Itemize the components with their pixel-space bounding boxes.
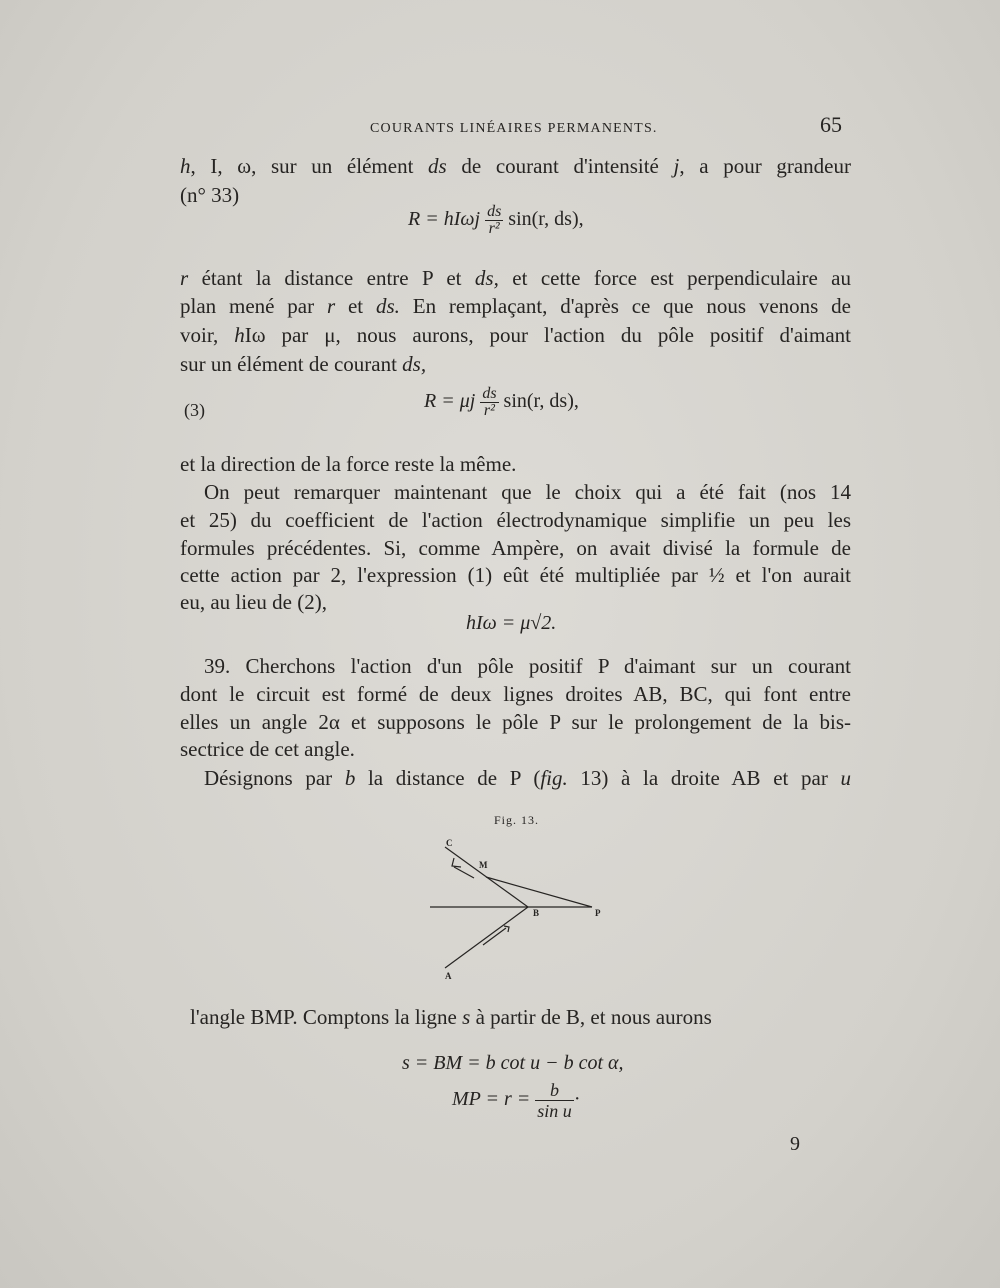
text-line: elles un angle 2α et supposons le pôle P sur le prolongement de la bis-: [180, 710, 851, 734]
text-line: voir, hIω par μ, nous aurons, pour l'action du pôle positif d'aimant: [180, 323, 851, 347]
text-line: Désignons par b la distance de P (fig. 13) à la droite AB et par u: [204, 766, 851, 790]
text-line: r étant la distance entre P et ds, et cette force est perpendiculaire au: [180, 266, 851, 290]
text-line: et la direction de la force reste la même.: [180, 452, 517, 476]
label-b: B: [533, 908, 540, 918]
text-line: eu, au lieu de (2),: [180, 590, 327, 614]
text-line: l'angle BMP. Comptons la ligne s à partir de B, et nous aurons: [190, 1005, 712, 1029]
label-c: C: [446, 838, 453, 848]
text-line: plan mené par r et ds. En remplaçant, d'après ce que nous venons de: [180, 294, 851, 318]
text-line: h, I, ω, sur un élément ds de courant d'intensité j, a pour grandeur: [180, 154, 851, 178]
equation-hiw: hIω = μ√2.: [466, 612, 557, 634]
text-line: sectrice de cet angle.: [180, 737, 355, 761]
text-line: dont le circuit est formé de deux lignes droites AB, BC, qui font entre: [180, 682, 851, 706]
equation-force: R = hIωj $\frac{ds}{\text{r²}}$ sin(r, ds),: [408, 203, 584, 237]
equation-three: R = μj $\frac{ds}{\text{r²}}$ sin(r, ds),: [424, 385, 579, 419]
text-line: On peut remarquer maintenant que le choix qui a été fait (nos 14: [204, 480, 851, 504]
equation-mp: MP = r = $\frac{b}{\text{sin u}}$ ·: [452, 1080, 581, 1121]
figure-caption: Fig. 13.: [494, 813, 540, 827]
label-m: M: [479, 860, 488, 870]
running-title: COURANTS LINÉAIRES PERMANENTS.: [370, 121, 658, 136]
equation-number: (3): [184, 400, 205, 420]
text-line: cette action par 2, l'expression (1) eût été multipliée par ½ et l'on aurait: [180, 563, 851, 587]
text-line: 39. Cherchons l'action d'un pôle positif P d'aimant sur un courant: [204, 654, 851, 678]
signature-mark: 9: [790, 1133, 800, 1155]
label-p: P: [595, 908, 601, 918]
label-a: A: [445, 971, 452, 981]
text-line: (n° 33): [180, 183, 240, 207]
text-line: formules précédentes. Si, comme Ampère, on avait divisé la formule de: [180, 536, 851, 560]
text-line: et 25) du coefficient de l'action électrodynamique simplifie un peu les: [180, 508, 851, 532]
equation-s: s = BM = b cot u − b cot α,: [402, 1052, 624, 1074]
text-line: sur un élément de courant ds,: [180, 352, 427, 376]
figure-13-diagram: [428, 835, 648, 985]
page-number: 65: [820, 112, 842, 137]
